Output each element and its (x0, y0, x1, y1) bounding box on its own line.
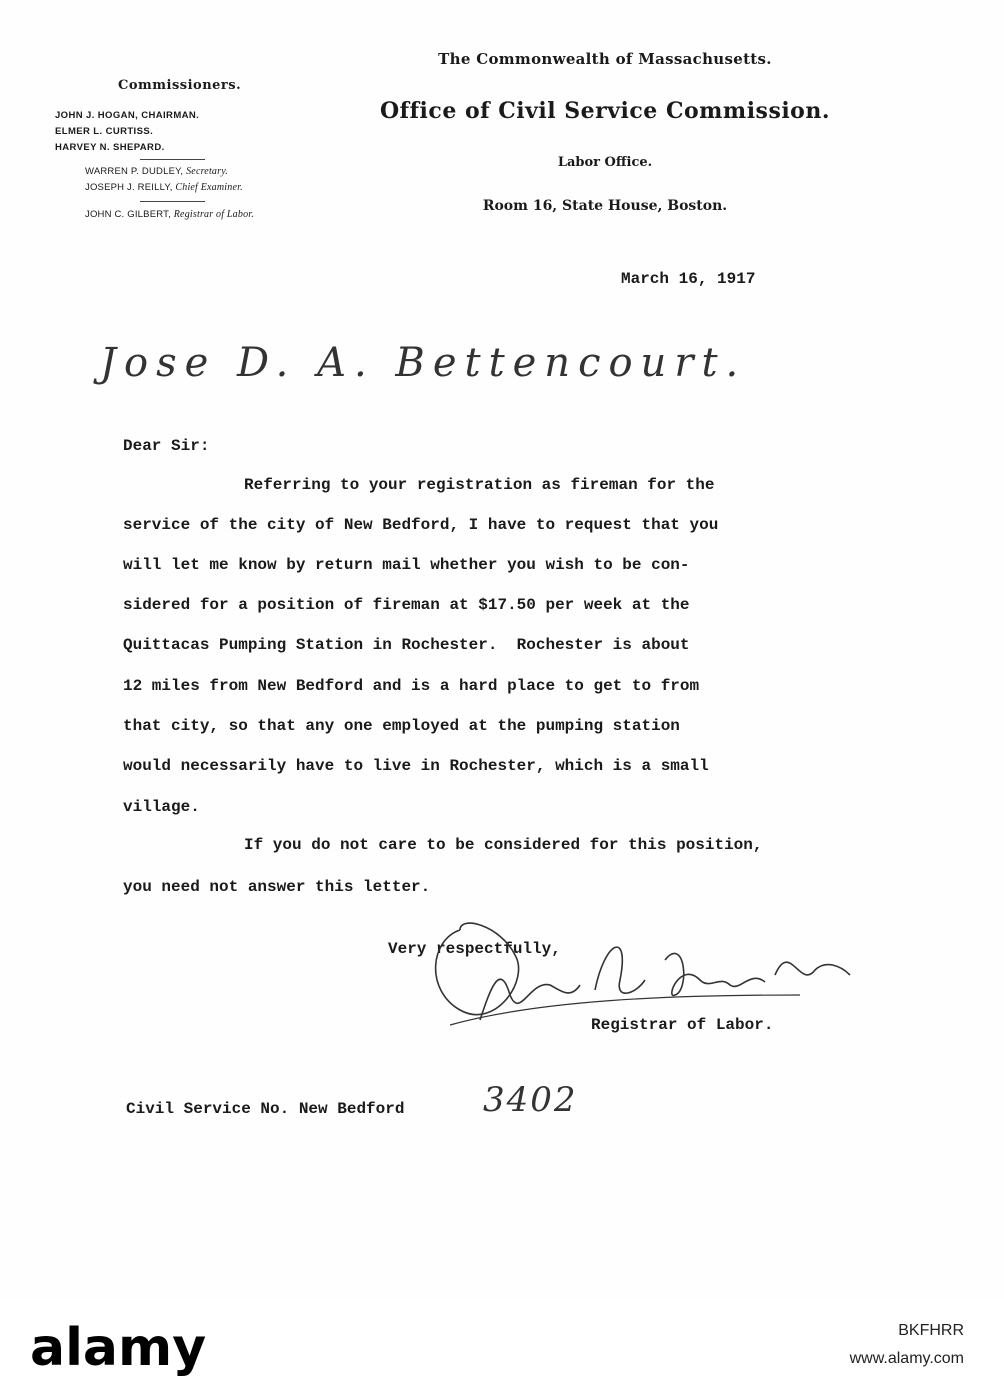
staff-role: Registrar of Labor. (173, 209, 254, 220)
body-line: service of the city of New Bedford, I have to request that you (123, 516, 719, 534)
staff-member (85, 209, 254, 220)
labor-office-heading: Labor Office. (557, 155, 653, 170)
body-line: would necessarily have to live in Rochester, which is a small (123, 757, 709, 775)
body-line: that city, so that any one employed at the pumping station (123, 717, 680, 735)
signer-title: Registrar of Labor. (591, 1016, 774, 1034)
address-line: Room 16, State House, Boston. (482, 198, 728, 214)
commissioners-heading: Commissioners. (118, 78, 242, 93)
salutation: Dear Sir: (123, 437, 210, 455)
body-line: Referring to your registration as fireman for the (244, 476, 715, 494)
commissioner-name: HARVEY N. SHEPARD. (55, 142, 165, 153)
addressee-handwritten: Jose D. A. Bettencourt. (100, 340, 747, 386)
body-line: If you do not care to be considered for this position, (244, 836, 763, 854)
staff-name: JOSEPH J. REILLY, (85, 182, 173, 193)
civil-service-number-label: Civil Service No. New Bedford (126, 1100, 405, 1118)
staff-role: Secretary. (186, 166, 229, 177)
staff-role: Chief Examiner. (175, 182, 243, 193)
closing: Very respectfully, (388, 940, 561, 958)
body-line: Quittacas Pumping Station in Rochester. Rochester is about (123, 636, 690, 654)
letter-date: March 16, 1917 (621, 270, 756, 288)
site-url: www.alamy.com (849, 1350, 964, 1367)
commonwealth-heading: The Commonwealth of Massachusetts. (438, 50, 772, 68)
civil-service-number-handwritten: 3402 (483, 1080, 578, 1120)
body-line: 12 miles from New Bedford and is a hard place to get to from (123, 677, 700, 695)
divider (140, 159, 205, 160)
body-line: sidered for a position of fireman at $17.50 per week at the (123, 596, 690, 614)
commissioner-name: JOHN J. HOGAN, CHAIRMAN. (55, 110, 200, 121)
svg-text:alamy: alamy (30, 1318, 207, 1378)
divider (140, 201, 205, 202)
banner-meta (850, 1322, 964, 1368)
staff-member (85, 166, 228, 177)
body-line: you need not answer this letter. (123, 878, 431, 896)
office-heading: Office of Civil Service Commission. (379, 98, 831, 124)
staff-member (85, 182, 243, 193)
stock-photo-banner (0, 1300, 1004, 1390)
staff-name: JOHN C. GILBERT, (85, 209, 171, 220)
image-id: BKFHRR (898, 1322, 964, 1339)
staff-name: WARREN P. DUDLEY, (85, 166, 184, 177)
body-line: will let me know by return mail whether you wish to be con- (123, 556, 690, 574)
commissioner-name: ELMER L. CURTISS. (55, 126, 154, 137)
alamy-logo-icon (0, 1300, 300, 1390)
body-line: village. (123, 798, 200, 816)
